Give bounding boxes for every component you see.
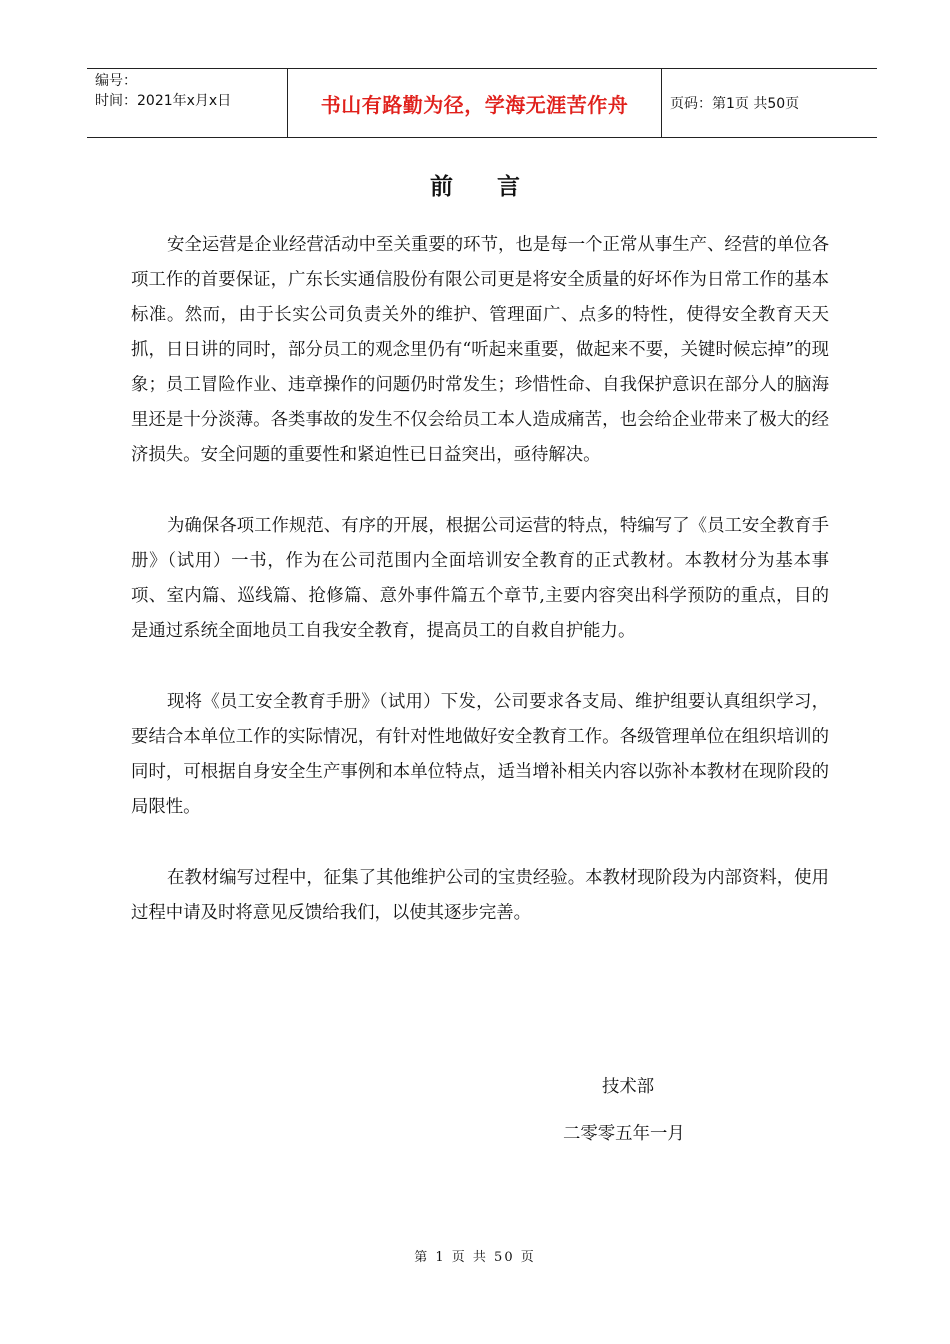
paragraph: 为确保各项工作规范、有序的开展，根据公司运营的特点，特编写了《员工安全教育手册》（试用）一书，作为在公司范围内全面培训安全教育的正式教材。本教材分为基本事项、室内篇、巡线篇、抢修篇、意外事件篇五个章节,主要内容突出科学预防的重点，目的是通过系统全面地员工自我安全教育，提高员工的自救自护能力。 (131, 516, 829, 641)
document-title: 前言 (430, 173, 564, 200)
paragraph: 在教材编写过程中，征集了其他维护公司的宝贵经验。本教材现阶段为内部资料，使用过程中请及时将意见反馈给我们，以使其逐步完善。 (131, 868, 829, 923)
header-motto: 书山有路勤为径，学海无涯苦作舟 (288, 69, 662, 137)
document-time-label: 时间：2021年x月x日 (95, 93, 232, 109)
document-body (131, 228, 829, 967)
paragraph: 现将《员工安全教育手册》（试用）下发，公司要求各支局、维护组要认真组织学习，要结合本单位工作的实际情况，有针对性地做好安全教育工作。各级管理单位在组织培训的同时，可根据自身安全生产事例和本单位特点，适当增补相关内容以弥补本教材在现阶段的局限性。 (131, 692, 829, 817)
header-page-info: 页码：第1页 共50页 (670, 96, 800, 112)
document-number-label: 编号： (95, 73, 137, 89)
signature-department: 技术部 (602, 1077, 655, 1097)
page-footer: 第 1 页 共 50 页 (414, 1250, 536, 1265)
header-meta-cell (87, 69, 288, 137)
paragraph: 安全运营是企业经营活动中至关重要的环节，也是每一个正常从事生产、经营的单位各项工作的首要保证，广东长实通信股份有限公司更是将安全质量的好坏作为日常工作的基本标准。然而，由于长实公司负责关外的维护、管理面广、点多的特性，使得安全教育天天抓，日日讲的同时，部分员工的观念里仍有“听起来重要，做起来不要，关键时候忘掉”的现象；员工冒险作业、违章操作的问题仍时常发生；珍惜性命、自我保护意识在部分人的脑海里还是十分淡薄。各类事故的发生不仅会给员工本人造成痛苦，也会给企业带来了极大的经济损失。安全问题的重要性和紧迫性已日益突出，亟待解决。 (131, 235, 829, 465)
signature-date: 二零零五年一月 (563, 1124, 685, 1144)
header-table (87, 68, 877, 138)
